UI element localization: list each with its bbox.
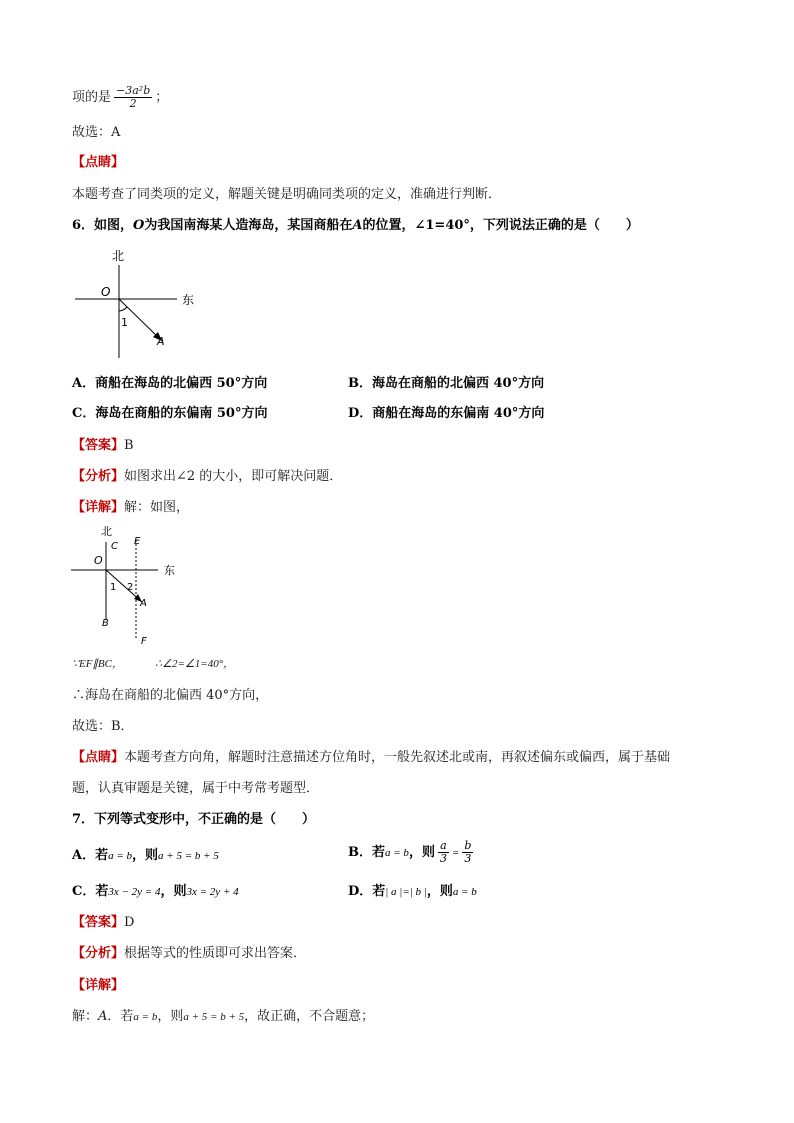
fraction <box>438 840 449 865</box>
option-label: A．若 <box>72 848 109 863</box>
label-angle-2: 2 <box>127 582 134 593</box>
label-north: 北 <box>101 525 112 538</box>
label-C: C <box>111 541 118 552</box>
since-text: ∵EF∥BC， <box>72 658 123 670</box>
label-east: 东 <box>164 564 175 577</box>
q7-solution <box>72 1009 374 1025</box>
fraction-denominator: 3 <box>439 852 447 866</box>
fraction-numerator: b <box>464 839 472 852</box>
detail-intro: 解：如图， <box>124 500 190 515</box>
q6-stem <box>72 218 639 234</box>
answer-value: D <box>124 915 135 930</box>
math-expr: 3x − 2y = 4 <box>108 886 161 898</box>
prev-choice: 故选：A <box>72 125 121 140</box>
math-expr: a + 5 = b + 5 <box>183 1011 245 1023</box>
q6-stem-part: 为我国南海某人造海岛，某国商船在 <box>144 218 353 233</box>
math-expr: a = b <box>385 847 409 860</box>
q6-stem-part: 的位置，∠1=40°，下列说法正确的是（ ） <box>362 218 639 233</box>
q6-analysis <box>72 469 342 485</box>
q6-detail <box>72 500 189 516</box>
q6-conclusion: ∴海岛在商船的北偏西 40°方向， <box>72 688 269 703</box>
label-B: B <box>102 618 109 629</box>
math-expr: a = b <box>108 850 133 862</box>
detail-label: 【详解】 <box>72 500 125 515</box>
option-text: ，则 <box>160 884 187 899</box>
solution-text: ．若 <box>107 1009 134 1024</box>
fraction <box>462 840 473 865</box>
label-A: A <box>157 335 165 348</box>
q6-answer <box>72 438 134 454</box>
fraction-denominator: 3 <box>464 852 472 866</box>
option-label: D．若 <box>348 884 386 899</box>
label-north: 北 <box>112 249 125 263</box>
math-expr: 3x = 2y + 4 <box>186 886 239 898</box>
solution-prefix: 解： <box>72 1009 99 1024</box>
therefore-text: ∴∠2=∠1=40°， <box>155 658 235 670</box>
answer-value: B <box>124 438 134 453</box>
q7-analysis <box>72 946 306 962</box>
math-expr: a + 5 = b + 5 <box>158 850 219 862</box>
fraction-denominator: 2 <box>129 97 137 111</box>
q7-answer <box>72 915 134 931</box>
q6-option-b: B．海岛在商船的北偏西 40°方向 <box>348 376 545 391</box>
q6-option-a: A．商船在海岛的北偏西 50°方向 <box>72 376 268 391</box>
option-label: C．若 <box>72 884 109 899</box>
q6-option-c: C．海岛在商船的东偏南 50°方向 <box>72 406 268 421</box>
solution-text: ，则 <box>157 1009 184 1024</box>
analysis-text: 根据等式的性质即可求出答案． <box>124 946 307 961</box>
label-angle-1: 1 <box>121 316 128 329</box>
label-east: 东 <box>182 293 195 307</box>
option-text: ，则 <box>408 845 435 861</box>
q6-option-d: D．商船在海岛的东偏南 40°方向 <box>348 406 545 421</box>
analysis-label: 【分析】 <box>72 946 125 961</box>
math-expr: a = b <box>452 886 477 898</box>
q6-stem-A: A <box>352 218 363 233</box>
dianjing-label: 【点睛】 <box>72 155 125 170</box>
fraction-numerator: a <box>438 840 449 853</box>
prev-answer-line <box>72 85 168 110</box>
answer-label: 【答案】 <box>72 915 125 930</box>
q6-stem-part: 6．如图， <box>72 218 134 233</box>
solution-text: ，故正确，不合题意； <box>244 1009 375 1024</box>
math-expr: | a |=| b | <box>385 886 427 898</box>
option-text: ，则 <box>132 848 159 863</box>
q6-since <box>72 656 234 672</box>
solution-option: A <box>98 1009 108 1024</box>
fraction-numerator: −3a²b <box>116 84 151 97</box>
prev-answer-suffix: ； <box>155 90 169 106</box>
answer-label: 【答案】 <box>72 438 125 453</box>
label-angle-1: 1 <box>110 582 117 593</box>
label-O: O <box>101 285 111 299</box>
q7-option-b <box>348 840 476 865</box>
q7-detail-label: 【详解】 <box>72 978 125 993</box>
q7-option-a <box>72 848 219 864</box>
fraction <box>114 85 152 110</box>
math-expr: = <box>451 847 460 860</box>
angle-arc <box>119 307 127 311</box>
q6-stem-O: O <box>133 218 145 233</box>
q6-figure <box>70 245 210 365</box>
note-line-1: 本题考查方向角，解题时注意描述方位角时，一般先叙述北或南，再叙述偏东或偏西，属于基础 <box>124 750 671 765</box>
q7-option-d <box>348 884 477 900</box>
math-expr: a = b <box>133 1011 158 1023</box>
q6-choice: 故选：B． <box>72 719 134 734</box>
analysis-text: 如图求出∠2 的大小，即可解决问题． <box>124 469 343 484</box>
analysis-label: 【分析】 <box>72 469 125 484</box>
q7-option-c <box>72 884 239 900</box>
label-O: O <box>94 554 103 567</box>
label-E: E <box>134 536 141 547</box>
option-label: B．若 <box>348 845 385 861</box>
prev-answer-prefix: 项的是 <box>72 90 112 106</box>
dianjing-text: 本题考查了同类项的定义，解题关键是明确同类项的定义，准确进行判断． <box>72 187 502 202</box>
q6-note-line-2: 题，认真审题是关键，属于中考常考题型． <box>72 781 320 796</box>
label-F: F <box>141 636 147 647</box>
q6-solution-figure <box>68 520 188 652</box>
note-label: 【点睛】 <box>72 750 125 765</box>
label-A: A <box>140 598 147 609</box>
option-text: ，则 <box>426 884 453 899</box>
q7-stem: 7．下列等式变形中，不正确的是（ ） <box>72 812 316 827</box>
q6-note <box>72 750 670 766</box>
